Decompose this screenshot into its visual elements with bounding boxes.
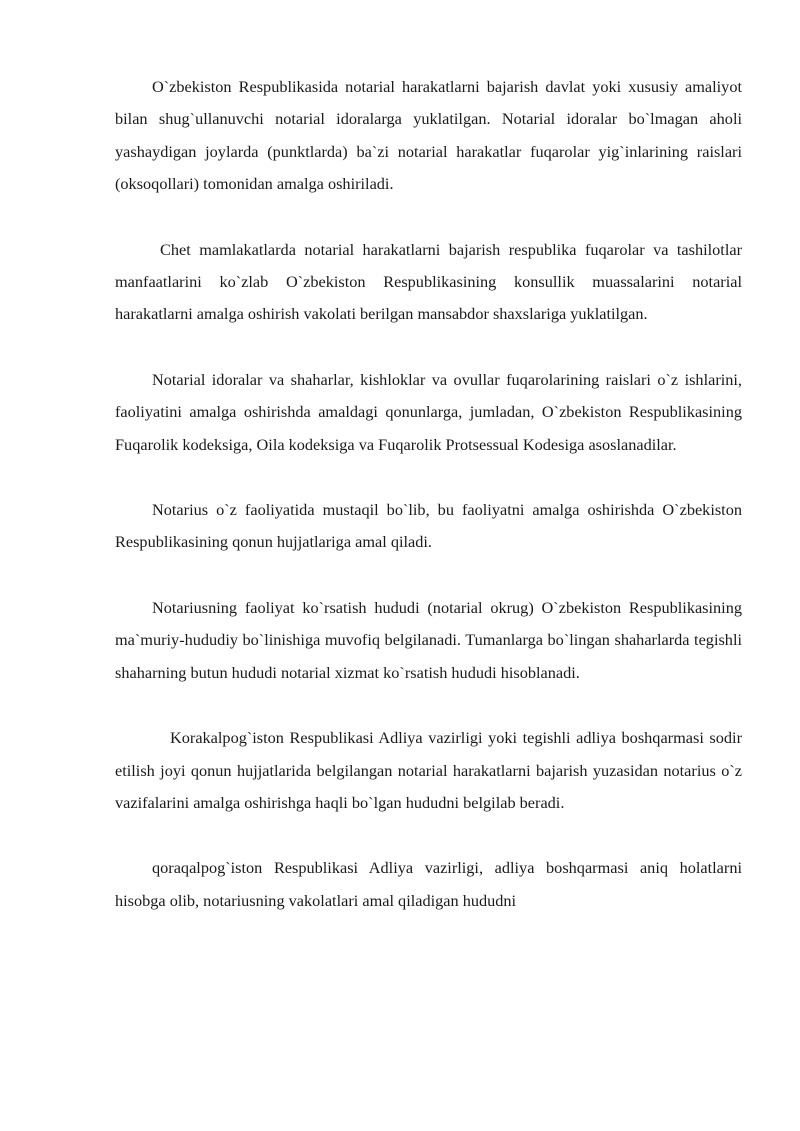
paragraph-gap [115,201,742,234]
paragraph-1: O`zbekiston Respublikasida notarial harakatlarni bajarish davlat yoki xususiy amaliyot bilan shug`ullanuvchi notarial idoralarga yuklatilgan. Notarial idoralar bo`lmagan aholi yashaydigan joylarda (punktlarda) ba`zi notarial harakatlar fuqarolar yig`inlarining raislari (oksoqollari) tomonidan amalga oshiriladi. [115,77,742,194]
paragraph-gap [115,331,742,364]
paragraph-6: Korakalpog`iston Respublikasi Adliya vazirligi yoki tegishli adliya boshqarmasi sodir etilish joyi qonun hujjatlarida belgilangan notarial harakatlarni bajarish yuzasidan notarius o`z vazifalarini amalga oshirishga haqli bo`lgan hududni belgilab beradi. [115,728,742,812]
paragraph-gap [115,461,742,494]
paragraph-4: Notarius o`z faoliyatida mustaqil bo`lib, bu faoliyatni amalga oshirishda O`zbekiston Respublikasining qonun hujjatlariga amal qiladi. [115,500,742,552]
paragraph-7: qoraqalpog`iston Respublikasi Adliya vazirligi, adliya boshqarmasi aniq holatlarni hisobga olib, notariusning vakolatlari amal qiladigan hududni [115,858,742,910]
paragraph-gap [115,689,742,722]
paragraph-2: Chet mamlakatlarda notarial harakatlarni bajarish respublika fuqarolar va tashilotlar manfaatlarini ko`zlab O`zbekiston Respublikasining konsullik muassalarini notarial harakatlarni amalga oshirish vakolati berilgan mansabdor shaxslariga yuklatilgan. [115,239,742,324]
paragraph-gap [115,819,742,852]
paragraph-5: Notariusning faoliyat ko`rsatish hududi (notarial okrug) O`zbekiston Respublikasining ma`muriy-hududiy bo`linishiga muvofiq belgilanadi. Tumanlarga bo`lingan shaharlarda tegishli shaharning butun hududi notarial xizmat ko`rsatish hududi hisoblanadi. [115,597,742,682]
paragraph-3: Notarial idoralar va shaharlar, kishloklar va ovullar fuqarolarining raislari o`z ishlarini, faoliyatini amalga oshirishda amaldagi qonunlarga, jumladan, O`zbekiston Respublikasining Fuqarolik kodeksiga, Oila kodeksiga va Fuqarolik Protsessual Kodesiga asoslanadilar. [115,369,742,454]
document-body [115,71,742,917]
paragraph-gap [115,559,742,592]
